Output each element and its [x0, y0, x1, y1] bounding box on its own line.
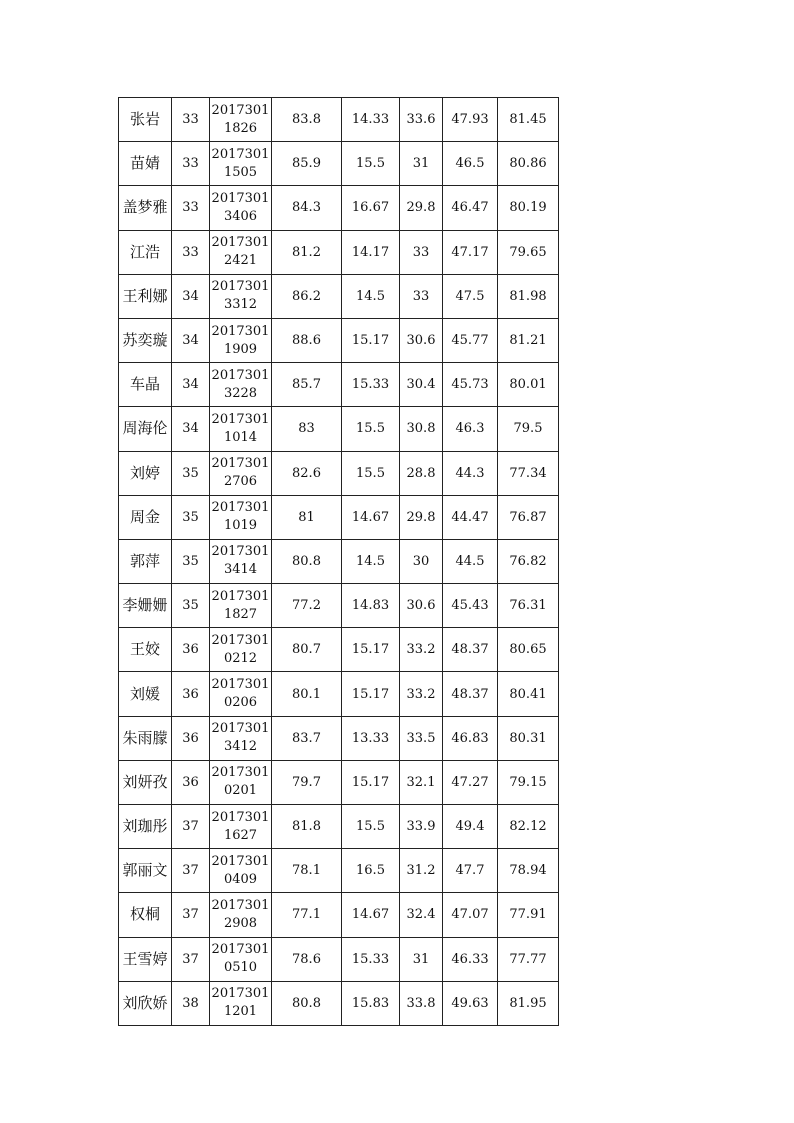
- score-4-cell: 44.3: [443, 451, 498, 495]
- student-id-cell: [210, 186, 272, 230]
- score-1-cell: 81.2: [272, 230, 342, 274]
- score-1-cell: 83.8: [272, 98, 342, 142]
- total-score-cell: 80.65: [498, 628, 559, 672]
- score-3-cell: 28.8: [400, 451, 443, 495]
- student-id-part-1: 2017301: [211, 500, 270, 516]
- table-row: [119, 893, 559, 937]
- student-id-cell: [210, 805, 272, 849]
- class-cell: 34: [172, 318, 210, 362]
- score-1-cell: 81.8: [272, 805, 342, 849]
- score-2-cell: 13.33: [342, 716, 400, 760]
- total-score-cell: 77.77: [498, 937, 559, 981]
- student-name-cell: 郭萍: [119, 539, 172, 583]
- score-4-cell: 46.5: [443, 142, 498, 186]
- table-row: [119, 628, 559, 672]
- score-1-cell: 85.9: [272, 142, 342, 186]
- class-cell: 37: [172, 849, 210, 893]
- total-score-cell: 79.15: [498, 760, 559, 804]
- score-4-cell: 44.47: [443, 495, 498, 539]
- student-id-part-1: 2017301: [211, 853, 270, 869]
- student-id-cell: [210, 760, 272, 804]
- student-id-part-2: 1826: [223, 120, 258, 136]
- score-1-cell: 78.6: [272, 937, 342, 981]
- score-4-cell: 48.37: [443, 672, 498, 716]
- student-id-part-1: 2017301: [211, 588, 270, 604]
- class-cell: 34: [172, 363, 210, 407]
- total-score-cell: 80.01: [498, 363, 559, 407]
- student-id-part-1: 2017301: [211, 279, 270, 295]
- student-id-part-2: 1014: [223, 429, 258, 445]
- student-name-cell: 江浩: [119, 230, 172, 274]
- score-1-cell: 80.1: [272, 672, 342, 716]
- class-cell: 37: [172, 937, 210, 981]
- table-row: [119, 981, 559, 1025]
- student-id-cell: [210, 98, 272, 142]
- score-2-cell: 14.83: [342, 584, 400, 628]
- student-id-cell: [210, 849, 272, 893]
- student-id-part-1: 2017301: [211, 323, 270, 339]
- table-row: [119, 849, 559, 893]
- score-2-cell: 15.33: [342, 363, 400, 407]
- score-3-cell: 33: [400, 230, 443, 274]
- total-score-cell: 77.91: [498, 893, 559, 937]
- table-row: [119, 407, 559, 451]
- score-2-cell: 15.17: [342, 318, 400, 362]
- student-name-cell: 刘婷: [119, 451, 172, 495]
- total-score-cell: 81.45: [498, 98, 559, 142]
- student-id-cell: [210, 716, 272, 760]
- score-3-cell: 32.4: [400, 893, 443, 937]
- student-id-part-2: 0212: [223, 650, 258, 666]
- class-cell: 36: [172, 716, 210, 760]
- score-2-cell: 14.67: [342, 495, 400, 539]
- table-row: [119, 318, 559, 362]
- score-3-cell: 33.8: [400, 981, 443, 1025]
- student-id-part-2: 2421: [223, 253, 258, 269]
- score-4-cell: 47.93: [443, 98, 498, 142]
- student-id-part-1: 2017301: [211, 897, 270, 913]
- table-row: [119, 716, 559, 760]
- student-id-part-2: 1201: [223, 1004, 258, 1020]
- table-row: [119, 760, 559, 804]
- student-id-cell: [210, 628, 272, 672]
- score-2-cell: 15.5: [342, 142, 400, 186]
- student-name-cell: 张岩: [119, 98, 172, 142]
- score-2-cell: 15.5: [342, 407, 400, 451]
- student-id-cell: [210, 981, 272, 1025]
- score-1-cell: 77.2: [272, 584, 342, 628]
- student-id-cell: [210, 672, 272, 716]
- student-id-part-2: 1019: [223, 518, 258, 534]
- score-3-cell: 31.2: [400, 849, 443, 893]
- score-1-cell: 80.8: [272, 981, 342, 1025]
- student-name-cell: 王雪婷: [119, 937, 172, 981]
- table-row: [119, 539, 559, 583]
- score-2-cell: 15.33: [342, 937, 400, 981]
- score-1-cell: 84.3: [272, 186, 342, 230]
- student-id-part-2: 3228: [223, 385, 258, 401]
- class-cell: 36: [172, 760, 210, 804]
- student-id-part-1: 2017301: [211, 367, 270, 383]
- student-name-cell: 王姣: [119, 628, 172, 672]
- student-name-cell: 刘媛: [119, 672, 172, 716]
- score-1-cell: 78.1: [272, 849, 342, 893]
- score-1-cell: 83: [272, 407, 342, 451]
- student-id-part-1: 2017301: [211, 190, 270, 206]
- student-id-part-1: 2017301: [211, 721, 270, 737]
- total-score-cell: 79.5: [498, 407, 559, 451]
- score-3-cell: 33.5: [400, 716, 443, 760]
- score-2-cell: 15.17: [342, 760, 400, 804]
- score-4-cell: 46.33: [443, 937, 498, 981]
- student-name-cell: 刘妍孜: [119, 760, 172, 804]
- score-1-cell: 81: [272, 495, 342, 539]
- student-id-cell: [210, 937, 272, 981]
- student-id-cell: [210, 539, 272, 583]
- table-row: [119, 805, 559, 849]
- score-3-cell: 32.1: [400, 760, 443, 804]
- student-name-cell: 权桐: [119, 893, 172, 937]
- student-name-cell: 李姗姗: [119, 584, 172, 628]
- student-id-cell: [210, 893, 272, 937]
- total-score-cell: 80.19: [498, 186, 559, 230]
- score-4-cell: 47.07: [443, 893, 498, 937]
- class-cell: 36: [172, 628, 210, 672]
- student-id-part-2: 0201: [223, 783, 258, 799]
- student-id-part-2: 0510: [223, 960, 258, 976]
- student-id-part-2: 1627: [223, 827, 258, 843]
- table-row: [119, 186, 559, 230]
- student-name-cell: 苗婧: [119, 142, 172, 186]
- class-cell: 33: [172, 186, 210, 230]
- score-2-cell: 16.67: [342, 186, 400, 230]
- student-name-cell: 盖梦雅: [119, 186, 172, 230]
- score-4-cell: 46.3: [443, 407, 498, 451]
- table-row: [119, 937, 559, 981]
- score-3-cell: 30.8: [400, 407, 443, 451]
- table-row: [119, 495, 559, 539]
- score-3-cell: 31: [400, 937, 443, 981]
- score-3-cell: 30.6: [400, 584, 443, 628]
- score-4-cell: 44.5: [443, 539, 498, 583]
- student-id-cell: [210, 363, 272, 407]
- table-row: [119, 274, 559, 318]
- class-cell: 35: [172, 584, 210, 628]
- student-id-part-1: 2017301: [211, 809, 270, 825]
- class-cell: 33: [172, 98, 210, 142]
- score-2-cell: 15.5: [342, 451, 400, 495]
- score-2-cell: 14.17: [342, 230, 400, 274]
- class-cell: 37: [172, 805, 210, 849]
- student-id-cell: [210, 407, 272, 451]
- student-id-part-1: 2017301: [211, 544, 270, 560]
- student-id-cell: [210, 230, 272, 274]
- student-id-part-1: 2017301: [211, 632, 270, 648]
- score-1-cell: 82.6: [272, 451, 342, 495]
- table-row: [119, 230, 559, 274]
- class-cell: 36: [172, 672, 210, 716]
- score-table: [118, 97, 559, 1026]
- score-3-cell: 30.6: [400, 318, 443, 362]
- score-1-cell: 80.8: [272, 539, 342, 583]
- class-cell: 33: [172, 142, 210, 186]
- score-4-cell: 47.5: [443, 274, 498, 318]
- score-2-cell: 14.67: [342, 893, 400, 937]
- score-4-cell: 47.17: [443, 230, 498, 274]
- student-id-part-2: 3412: [223, 739, 258, 755]
- score-4-cell: 48.37: [443, 628, 498, 672]
- total-score-cell: 81.21: [498, 318, 559, 362]
- student-id-part-2: 1505: [223, 164, 258, 180]
- score-1-cell: 85.7: [272, 363, 342, 407]
- score-3-cell: 33: [400, 274, 443, 318]
- score-3-cell: 33.2: [400, 628, 443, 672]
- score-4-cell: 45.77: [443, 318, 498, 362]
- score-2-cell: 16.5: [342, 849, 400, 893]
- total-score-cell: 80.86: [498, 142, 559, 186]
- student-id-part-2: 3312: [223, 297, 258, 313]
- score-4-cell: 45.73: [443, 363, 498, 407]
- score-2-cell: 15.17: [342, 672, 400, 716]
- total-score-cell: 76.82: [498, 539, 559, 583]
- total-score-cell: 79.65: [498, 230, 559, 274]
- total-score-cell: 76.31: [498, 584, 559, 628]
- total-score-cell: 81.98: [498, 274, 559, 318]
- table-row: [119, 672, 559, 716]
- student-name-cell: 车晶: [119, 363, 172, 407]
- table-row: [119, 451, 559, 495]
- total-score-cell: 78.94: [498, 849, 559, 893]
- student-id-part-1: 2017301: [211, 102, 270, 118]
- student-id-cell: [210, 495, 272, 539]
- score-4-cell: 49.63: [443, 981, 498, 1025]
- student-name-cell: 刘欣娇: [119, 981, 172, 1025]
- student-name-cell: 周金: [119, 495, 172, 539]
- score-3-cell: 33.2: [400, 672, 443, 716]
- student-id-part-2: 3414: [223, 562, 258, 578]
- score-3-cell: 31: [400, 142, 443, 186]
- score-2-cell: 14.33: [342, 98, 400, 142]
- total-score-cell: 80.41: [498, 672, 559, 716]
- student-id-cell: [210, 584, 272, 628]
- student-id-part-2: 1827: [223, 606, 258, 622]
- student-id-part-2: 2706: [223, 474, 258, 490]
- student-name-cell: 苏奕璇: [119, 318, 172, 362]
- class-cell: 34: [172, 407, 210, 451]
- total-score-cell: 77.34: [498, 451, 559, 495]
- score-4-cell: 47.7: [443, 849, 498, 893]
- table-row: [119, 98, 559, 142]
- score-3-cell: 29.8: [400, 495, 443, 539]
- student-name-cell: 周海伦: [119, 407, 172, 451]
- score-3-cell: 30.4: [400, 363, 443, 407]
- score-1-cell: 80.7: [272, 628, 342, 672]
- class-cell: 35: [172, 495, 210, 539]
- score-1-cell: 77.1: [272, 893, 342, 937]
- student-id-part-2: 0409: [223, 871, 258, 887]
- score-2-cell: 14.5: [342, 274, 400, 318]
- student-name-cell: 王利娜: [119, 274, 172, 318]
- class-cell: 37: [172, 893, 210, 937]
- student-name-cell: 郭丽文: [119, 849, 172, 893]
- student-id-part-2: 0206: [223, 695, 258, 711]
- class-cell: 34: [172, 274, 210, 318]
- table-row: [119, 142, 559, 186]
- score-4-cell: 46.47: [443, 186, 498, 230]
- student-id-part-2: 1909: [223, 341, 258, 357]
- student-id-part-1: 2017301: [211, 146, 270, 162]
- score-4-cell: 45.43: [443, 584, 498, 628]
- score-2-cell: 15.17: [342, 628, 400, 672]
- total-score-cell: 81.95: [498, 981, 559, 1025]
- total-score-cell: 76.87: [498, 495, 559, 539]
- score-4-cell: 49.4: [443, 805, 498, 849]
- student-id-cell: [210, 274, 272, 318]
- student-id-part-2: 2908: [223, 915, 258, 931]
- score-2-cell: 15.83: [342, 981, 400, 1025]
- score-3-cell: 29.8: [400, 186, 443, 230]
- score-2-cell: 15.5: [342, 805, 400, 849]
- score-4-cell: 47.27: [443, 760, 498, 804]
- score-1-cell: 79.7: [272, 760, 342, 804]
- score-3-cell: 33.9: [400, 805, 443, 849]
- student-id-part-1: 2017301: [211, 235, 270, 251]
- score-1-cell: 83.7: [272, 716, 342, 760]
- student-name-cell: 朱雨朦: [119, 716, 172, 760]
- class-cell: 35: [172, 539, 210, 583]
- class-cell: 35: [172, 451, 210, 495]
- student-id-part-1: 2017301: [211, 942, 270, 958]
- class-cell: 38: [172, 981, 210, 1025]
- score-1-cell: 86.2: [272, 274, 342, 318]
- total-score-cell: 80.31: [498, 716, 559, 760]
- score-3-cell: 33.6: [400, 98, 443, 142]
- student-id-cell: [210, 451, 272, 495]
- student-id-part-1: 2017301: [211, 411, 270, 427]
- score-3-cell: 30: [400, 539, 443, 583]
- class-cell: 33: [172, 230, 210, 274]
- student-id-cell: [210, 318, 272, 362]
- table-row: [119, 363, 559, 407]
- student-name-cell: 刘珈彤: [119, 805, 172, 849]
- table-row: [119, 584, 559, 628]
- student-id-part-1: 2017301: [211, 456, 270, 472]
- student-id-part-1: 2017301: [211, 765, 270, 781]
- student-id-cell: [210, 142, 272, 186]
- score-2-cell: 14.5: [342, 539, 400, 583]
- student-id-part-1: 2017301: [211, 986, 270, 1002]
- score-4-cell: 46.83: [443, 716, 498, 760]
- score-1-cell: 88.6: [272, 318, 342, 362]
- student-id-part-2: 3406: [223, 208, 258, 224]
- student-id-part-1: 2017301: [211, 677, 270, 693]
- table-body: [119, 98, 559, 1026]
- total-score-cell: 82.12: [498, 805, 559, 849]
